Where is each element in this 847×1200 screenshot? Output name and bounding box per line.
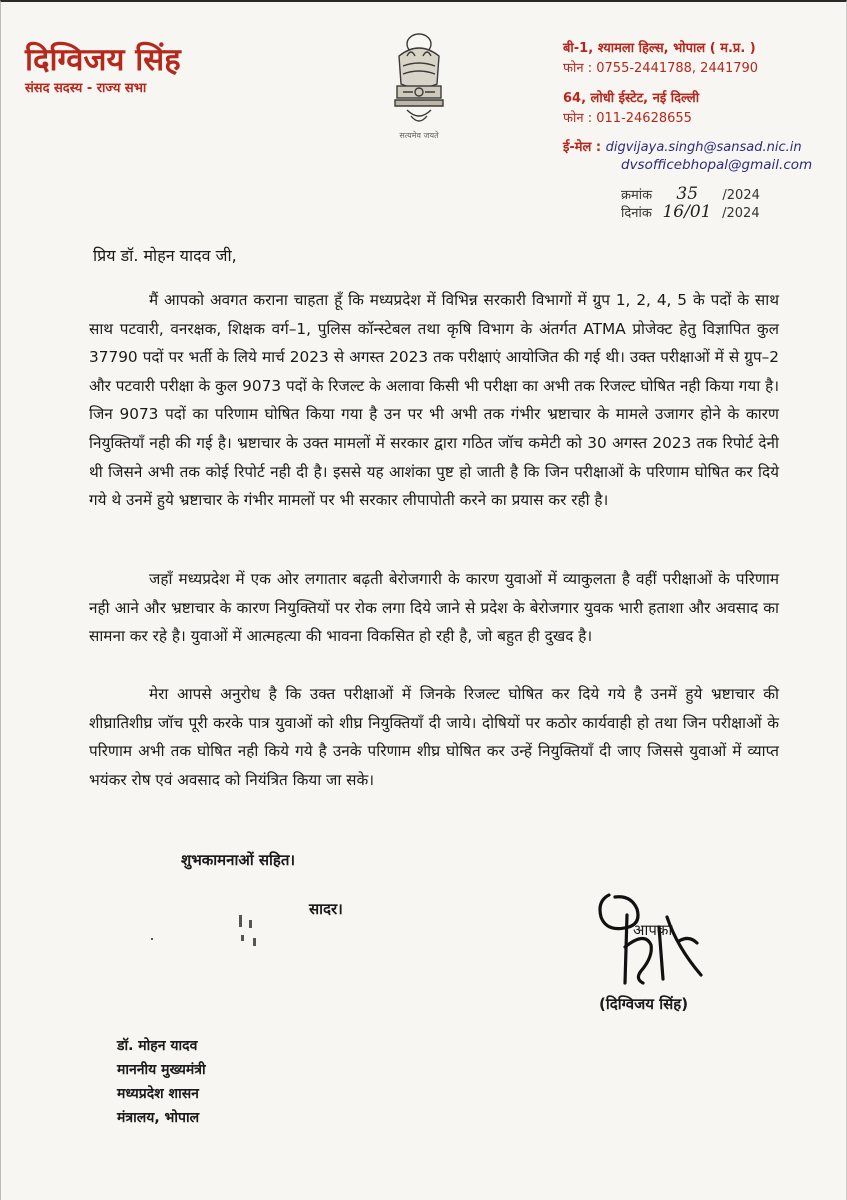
reference-date-value: 16/01 [662, 202, 712, 222]
emblem-motto: सत्यमेव जयते [399, 131, 439, 140]
reference-date-suffix: /2024 [722, 206, 760, 221]
phone-delhi: फोन : 011-24628655 [563, 111, 692, 126]
closing-regards: सादर। [309, 900, 343, 918]
recipient-government: मध्यप्रदेश शासन [117, 1086, 199, 1102]
reference-date-label: दिनांक [621, 206, 652, 221]
reference-number-row [621, 184, 760, 204]
reference-number-suffix: /2024 [722, 188, 760, 203]
email-secondary[interactable]: dvsofficebhopal@gmail.com [621, 157, 813, 173]
ink-speck [241, 935, 244, 941]
reference-number-label: क्रमांक [621, 188, 653, 203]
recipient-name: डॉ. मोहन यादव [117, 1038, 198, 1054]
national-emblem-icon [377, 26, 461, 144]
email-row [563, 137, 802, 155]
recipient-block [117, 1034, 206, 1130]
ink-speck [253, 938, 256, 946]
closing-yours: आपका [633, 921, 673, 939]
reference-date-row [621, 202, 760, 222]
body-paragraph-1: मैं आपको अवगत कराना चाहता हूँ कि मध्यप्रदेश में विभिन्न सरकारी विभागों में ग्रुप 1, 2, 4, 5 के पदों के साथ साथ पटवारी, वनरक्षक, शिक्षक वर्ग–1, पुलिस कॉन्स्टेबल तथा कृषि विभाग के अंतर्गत ATMA प्रोजेक्ट हेतु विज्ञापित कुल 37790 पदों पर भर्ती के लिये मार्च 2023 से अगस्त 2023 तक परीक्षाएं आयोजित की गई थी। उक्त परीक्षाओं में से ग्रुप–2 और पटवारी परीक्षा के कुल 9073 पदों के रिजल्ट के अलावा किसी भी परीक्षा का अभी तक रिजल्ट घोषित नही किया गया है। जिन 9073 पदों का परिणाम घोषित किया गया है उन पर भी अभी तक गंभीर भ्रष्टाचार के मामले उजागर होने के कारण नियुक्तियॉं नही की गई है। भ्रष्टाचार के उक्त मामलों में सरकार द्वारा गठित जॉच कमेटी को 30 अगस्त 2023 तक रिपोर्ट देनी थी जिसने अभी तक कोई रिपोर्ट नही दी है। इससे यह आशंका पुष्ट हो जाती है कि जिन परीक्षाओं के परिणाम घोषित कर दिये गये थे उनमें हुये भ्रष्टाचार के गंभीर मामलों पर भी सरकार लीपापोती करने का प्रयास कर रही है। [89, 291, 779, 510]
salutation: प्रिय डॉ. मोहन यादव जी, [93, 246, 237, 265]
body-paragraph-2: जहॉं मध्यप्रदेश में एक ओर लगातार बढ़ती बेरोजगारी के कारण युवाओं में व्याकुलता है वहीं परीक्षाओं के परिणाम नही आने और भ्रष्टाचार के कारण नियुक्तियों पर रोक लगा दिये जाने से प्रदेश के बेरोजगार युवक भारी हताशा और अवसाद का सामना कर रहे है। युवाओं में आत्महत्या की भावना विकसित हो रही है, जो बहुत ही दुखद है। [89, 570, 779, 646]
closing-wishes: शुभकामनाओं सहित। [181, 851, 296, 869]
ink-speck [239, 915, 242, 927]
handwritten-signature-icon [581, 887, 721, 992]
sender-name: दिग्विजय सिंह [25, 42, 181, 78]
email-label: ई-मेल : [563, 140, 602, 155]
sender-designation: संसद सदस्य - राज्य सभा [25, 81, 147, 96]
phone-bhopal: फोन : 0755-2441788, 2441790 [563, 61, 759, 76]
reference-number-value: 35 [676, 184, 699, 204]
ink-speck [249, 920, 252, 928]
email-primary[interactable]: digvijaya.singh@sansad.nic.in [605, 140, 802, 155]
recipient-title: माननीय मुख्यमंत्री [117, 1062, 206, 1078]
body-paragraph-3: मेरा आपसे अनुरोध है कि उक्त परीक्षाओं में जिनके रिजल्ट घोषित कर दिये गये है उनमें हुये भ्रष्टाचार की शीघ्रातिशीघ्र जॉच पूरी करके पात्र युवाओं को शीघ्र नियुक्तियॉं दी जाये। दोषियों पर कठोर कार्यवाही हो तथा जिन परीक्षाओं के परिणाम अभी तक घोषित नही किये गये है उनके परिणाम शीघ्र घोषित कर उन्हें नियुक्तियॉं दी जाए जिससे युवाओं में व्याप्त भयंकर रोष एवं अवसाद को नियंत्रित किया जा सके। [89, 685, 779, 789]
address-delhi: 64, लोधी ईस्टेट, नई दिल्ली [563, 91, 700, 106]
ink-speck [151, 938, 153, 940]
signatory-name: (दिग्विजय सिंह) [599, 995, 689, 1013]
recipient-office: मंत्रालय, भोपाल [117, 1110, 200, 1126]
address-bhopal: बी-1, श्यामला हिल्स, भोपाल ( म.प्र. ) [563, 41, 756, 56]
